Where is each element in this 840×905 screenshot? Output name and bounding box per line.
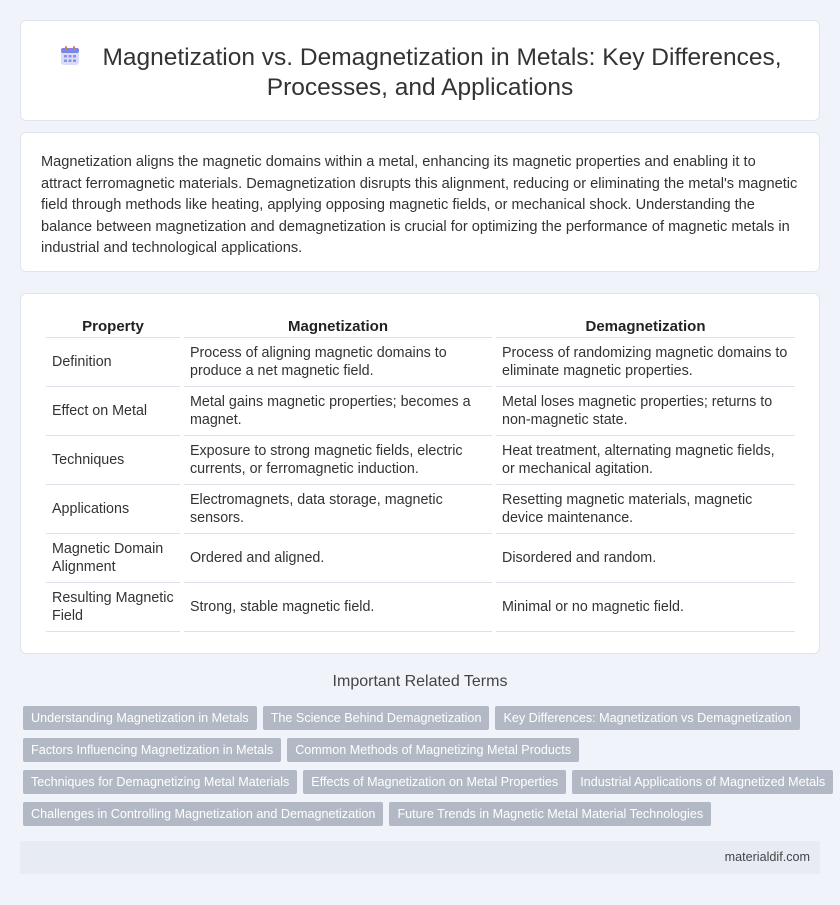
- tag-row: [23, 738, 823, 770]
- magnetization-cell: Strong, stable magnetic field.: [184, 583, 492, 632]
- related-term-link[interactable]: Effects of Magnetization on Metal Properties: [303, 770, 566, 794]
- property-cell: Magnetic Domain Alignment: [46, 534, 180, 583]
- demagnetization-cell: Process of randomizing magnetic domains to eliminate magnetic properties.: [496, 338, 795, 387]
- related-term-link[interactable]: Challenges in Controlling Magnetization and Demagnetization: [23, 802, 383, 826]
- title-card: [20, 20, 820, 121]
- page-title: Magnetization vs. Demagnetization in Metals: Key Differences, Processes, and Applications: [102, 44, 782, 101]
- magnetization-cell: Process of aligning magnetic domains to produce a net magnetic field.: [184, 338, 492, 387]
- intro-card: [20, 132, 820, 272]
- footer-site-name[interactable]: materialdif.com: [724, 850, 810, 864]
- comparison-table: [42, 314, 799, 632]
- tag-row: [23, 706, 823, 738]
- property-cell: Effect on Metal: [46, 387, 180, 436]
- column-header-demagnetization: Demagnetization: [496, 314, 795, 338]
- related-term-link[interactable]: Industrial Applications of Magnetized Metals: [572, 770, 833, 794]
- table-header-row: [46, 314, 795, 338]
- related-term-link[interactable]: Common Methods of Magnetizing Metal Products: [287, 738, 579, 762]
- tag-row: [23, 802, 823, 834]
- demagnetization-cell: Resetting magnetic materials, magnetic device maintenance.: [496, 485, 795, 534]
- footer: [20, 841, 820, 874]
- related-term-link[interactable]: Key Differences: Magnetization vs Demagnetization: [495, 706, 799, 730]
- table-row: [46, 485, 795, 534]
- related-term-link[interactable]: Future Trends in Magnetic Metal Material Technologies: [389, 802, 711, 826]
- magnetization-cell: Ordered and aligned.: [184, 534, 492, 583]
- demagnetization-cell: Heat treatment, alternating magnetic fields, or mechanical agitation.: [496, 436, 795, 485]
- related-term-link[interactable]: Understanding Magnetization in Metals: [23, 706, 257, 730]
- table-row: [46, 534, 795, 583]
- demagnetization-cell: Metal loses magnetic properties; returns to non-magnetic state.: [496, 387, 795, 436]
- related-terms-heading: Important Related Terms: [332, 673, 508, 690]
- property-cell: Techniques: [46, 436, 180, 485]
- comparison-card: [20, 293, 820, 654]
- table-row: [46, 436, 795, 485]
- table-row: [46, 338, 795, 387]
- table-row: [46, 387, 795, 436]
- magnetization-cell: Electromagnets, data storage, magnetic sensors.: [184, 485, 492, 534]
- related-terms-list: [23, 706, 826, 834]
- property-cell: Resulting Magnetic Field: [46, 583, 180, 632]
- related-term-link[interactable]: Techniques for Demagnetizing Metal Materials: [23, 770, 297, 794]
- tag-row: [23, 770, 826, 802]
- property-cell: Applications: [46, 485, 180, 534]
- column-header-property: Property: [46, 314, 180, 338]
- calendar-icon: [58, 44, 82, 68]
- table-row: [46, 583, 795, 632]
- magnetization-cell: Metal gains magnetic properties; becomes a magnet.: [184, 387, 492, 436]
- intro-paragraph: Magnetization aligns the magnetic domains within a metal, enhancing its magnetic properties and enabling it to attract ferromagnetic materials. Demagnetization disrupts this alignment, reducing or eliminating the metal's magnetic field through methods like heating, applying opposing magnetic fields, or mechanical shock. Understanding the balance between magnetization and demagnetization is crucial for optimizing the performance of magnetic metals in industrial and technological applications.: [41, 154, 798, 256]
- related-term-link[interactable]: Factors Influencing Magnetization in Metals: [23, 738, 281, 762]
- magnetization-cell: Exposure to strong magnetic fields, electric currents, or ferromagnetic induction.: [184, 436, 492, 485]
- related-term-link[interactable]: The Science Behind Demagnetization: [263, 706, 490, 730]
- property-cell: Definition: [46, 338, 180, 387]
- column-header-magnetization: Magnetization: [184, 314, 492, 338]
- demagnetization-cell: Minimal or no magnetic field.: [496, 583, 795, 632]
- page-title-wrap: [51, 43, 789, 103]
- demagnetization-cell: Disordered and random.: [496, 534, 795, 583]
